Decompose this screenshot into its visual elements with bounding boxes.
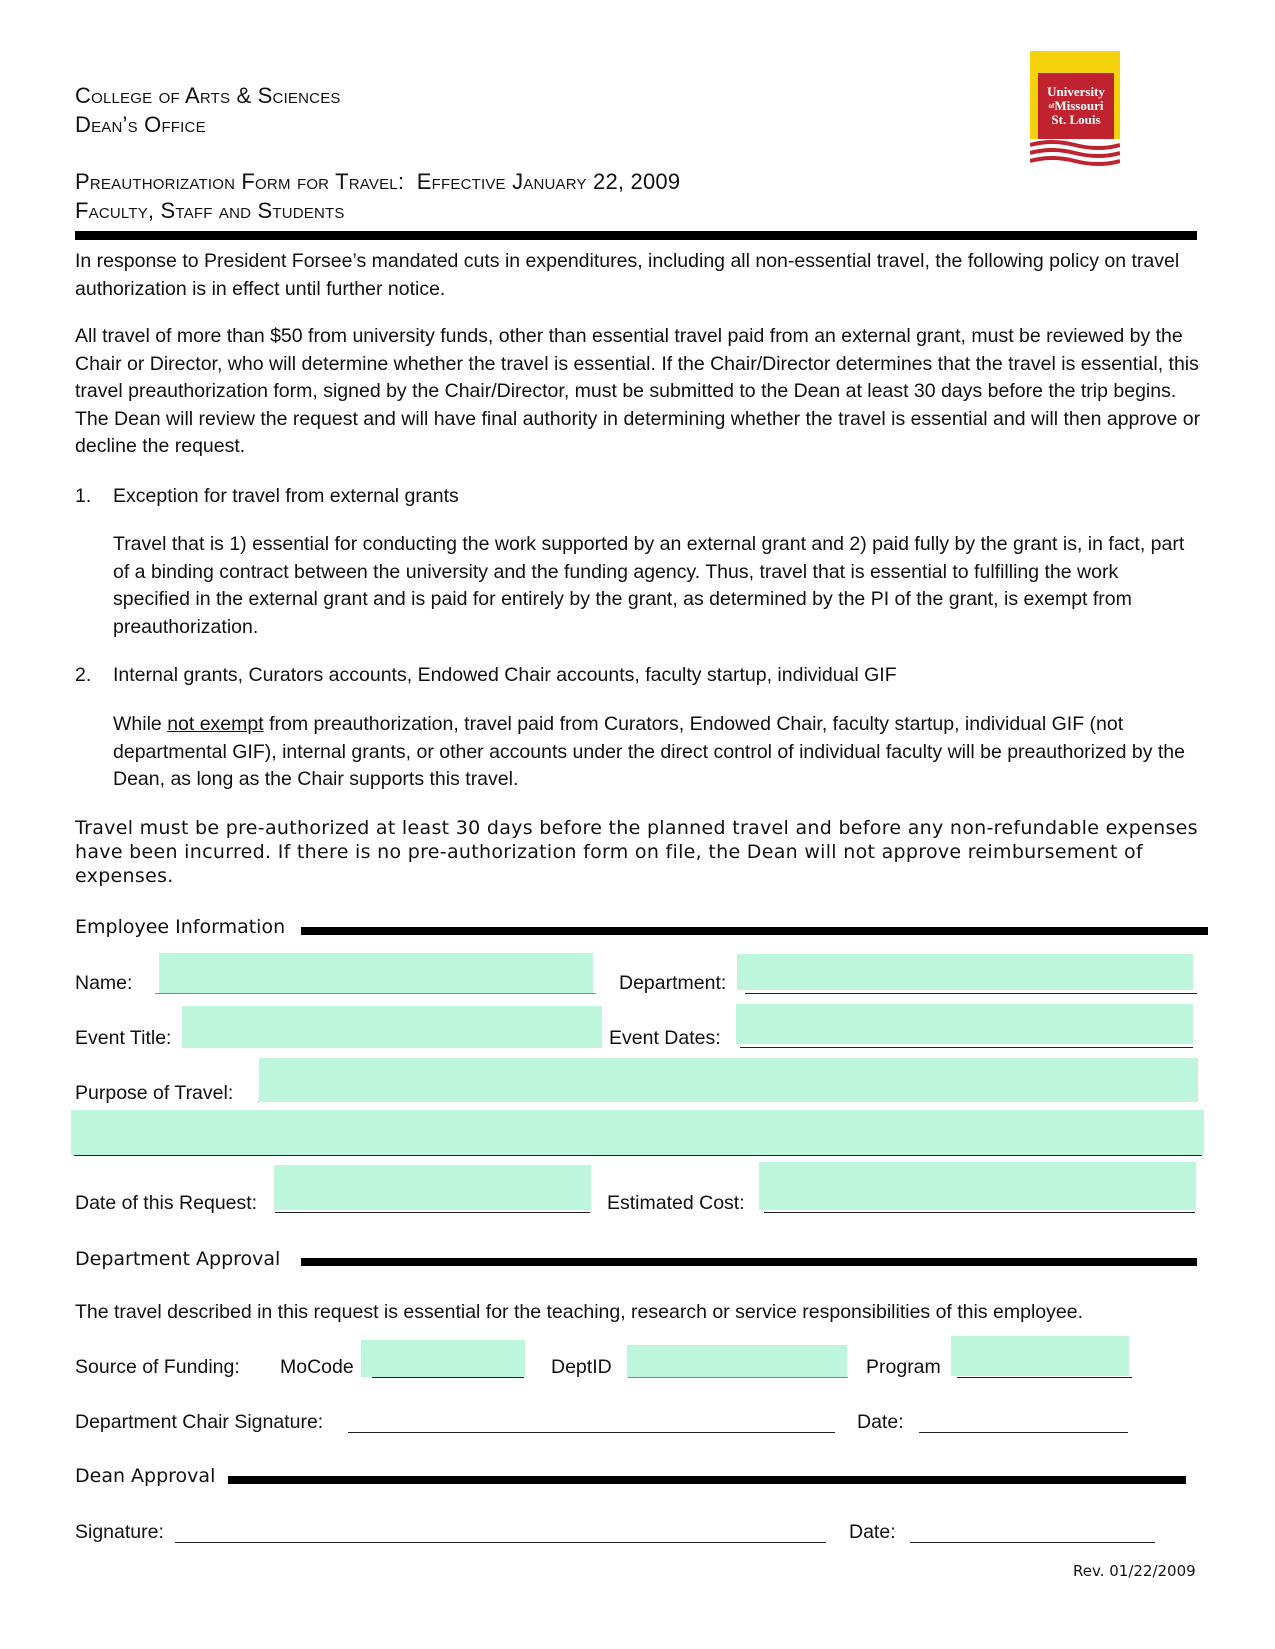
chair-date-label: Date: xyxy=(857,1411,904,1433)
dean-signature-label: Signature: xyxy=(75,1521,164,1543)
revision-date: Rev. 01/22/2009 xyxy=(1073,1562,1196,1580)
college-name: College of Arts & Sciences xyxy=(75,83,341,108)
dean-section-rule xyxy=(228,1476,1186,1484)
deptid-label: DeptID xyxy=(551,1356,612,1378)
list-item-2-body-prefix: While xyxy=(113,713,168,735)
purpose-line-2-field[interactable] xyxy=(71,1110,1204,1155)
department-statement: The travel described in this request is essential for the teaching, research or service responsibilities of this employee. xyxy=(75,1301,1083,1323)
name-field[interactable] xyxy=(159,953,593,993)
list-item-1-body: Travel that is 1) essential for conducting the work supported by an external grant and 2) paid fully by the grant is, in fact, part of a binding contract between the university and the funding agency. Thus, travel that is essential to fulfilling the work specified in the external grant and is paid for entirely by the grant, as determined by the PI of the grant, is exempt from preauthorization. xyxy=(113,533,1185,638)
program-label: Program xyxy=(866,1356,941,1378)
waves-icon xyxy=(1030,139,1120,168)
form-title: Preauthorization Form for Travel: Effective January 22, 2009 xyxy=(75,169,681,194)
list-item-2-heading: Internal grants, Curators accounts, Endowed Chair accounts, faculty startup, individual GIF xyxy=(113,664,897,686)
dean-date-line[interactable] xyxy=(910,1542,1155,1543)
mocode-underline xyxy=(372,1377,524,1378)
event-dates-underline xyxy=(740,1047,1193,1048)
header-divider xyxy=(75,231,1197,240)
request-date-label: Date of this Request: xyxy=(75,1192,258,1214)
name-underline xyxy=(155,993,596,994)
deptid-field[interactable] xyxy=(627,1345,847,1377)
chair-signature-line[interactable] xyxy=(348,1432,835,1433)
purpose-field[interactable] xyxy=(259,1058,1198,1102)
intro-paragraph-1: In response to President Forsee’s mandated cuts in expenditures, including all non-essential travel, the following policy on travel authorization is in effect until further notice. xyxy=(75,250,1180,300)
list-item-2-body-suffix: from preauthorization, travel paid from Curators, Endowed Chair, faculty startup, individual GIF (not departmental GIF), internal grants, or other accounts under the direct control of individual faculty will be preauthorized by the Dean, as long as the Chair supports this travel. xyxy=(113,713,1185,790)
intro-paragraph-2: All travel of more than $50 from university funds, other than essential travel paid from an external grant, must be reviewed by the Chair or Director, who will determine whether the travel is essential. If the Chair/Director determines that the travel is essential, this travel preauthorization form, signed by the Chair/Director, must be submitted to the Dean at least 30 days before the trip begins. The Dean will review the request and will have final authority in determining whether the travel is essential and will then approve or decline the request. xyxy=(75,325,1201,457)
department-label: Department: xyxy=(619,972,727,994)
dean-section-title: Dean Approval xyxy=(75,1465,216,1487)
event-title-field[interactable] xyxy=(182,1006,602,1048)
event-dates-label: Event Dates: xyxy=(609,1027,721,1049)
mocode-field[interactable] xyxy=(361,1340,525,1377)
purpose-label: Purpose of Travel: xyxy=(75,1082,234,1104)
event-title-label: Event Title: xyxy=(75,1027,172,1049)
not-exempt-emphasis: not exempt xyxy=(167,713,264,735)
dean-date-label: Date: xyxy=(849,1521,896,1543)
list-item-2-body xyxy=(113,711,1203,794)
program-underline xyxy=(957,1377,1132,1378)
logo-line-1: University xyxy=(1047,84,1105,99)
preauthorization-notice: Travel must be pre-authorized at least 30 days before the planned travel and before any non-refundable expenses have been incurred. If there is no pre-authorization form on file, the Dean will not approve reimbursement of expenses. xyxy=(75,817,1198,887)
request-date-underline xyxy=(275,1212,590,1213)
logo-line-3: St. Louis xyxy=(1051,112,1101,127)
list-item-1-heading: Exception for travel from external grants xyxy=(113,485,459,507)
department-section-rule xyxy=(301,1258,1197,1266)
estimated-cost-field[interactable] xyxy=(759,1162,1196,1210)
employee-section-title: Employee Information xyxy=(75,916,286,938)
form-audience: Faculty, Staff and Students xyxy=(75,198,345,223)
logo-panel xyxy=(1038,73,1114,139)
purpose-line-2-underline xyxy=(74,1155,1202,1156)
request-date-field[interactable] xyxy=(274,1165,591,1210)
chair-signature-label: Department Chair Signature: xyxy=(75,1411,324,1433)
department-underline xyxy=(745,993,1197,994)
estimated-cost-label: Estimated Cost: xyxy=(607,1192,745,1214)
deptid-underline xyxy=(628,1377,848,1378)
estimated-cost-underline xyxy=(764,1212,1195,1213)
program-field[interactable] xyxy=(951,1336,1129,1376)
department-section-title: Department Approval xyxy=(75,1248,281,1270)
office-name: Dean’s Office xyxy=(75,112,206,137)
chair-date-line[interactable] xyxy=(919,1432,1128,1433)
event-dates-field[interactable] xyxy=(736,1004,1193,1044)
department-field[interactable] xyxy=(737,954,1193,990)
logo-line-2: Missouri xyxy=(1054,98,1104,113)
dean-signature-line[interactable] xyxy=(175,1542,826,1543)
university-logo xyxy=(1030,51,1120,168)
employee-section-rule xyxy=(301,927,1208,935)
funding-source-label: Source of Funding: xyxy=(75,1356,240,1378)
list-item-1-number: 1. xyxy=(75,485,92,507)
mocode-label: MoCode xyxy=(280,1356,354,1378)
list-item-2-number: 2. xyxy=(75,664,92,686)
logo-line-2-prefix: of xyxy=(1048,102,1055,110)
name-label: Name: xyxy=(75,972,133,994)
